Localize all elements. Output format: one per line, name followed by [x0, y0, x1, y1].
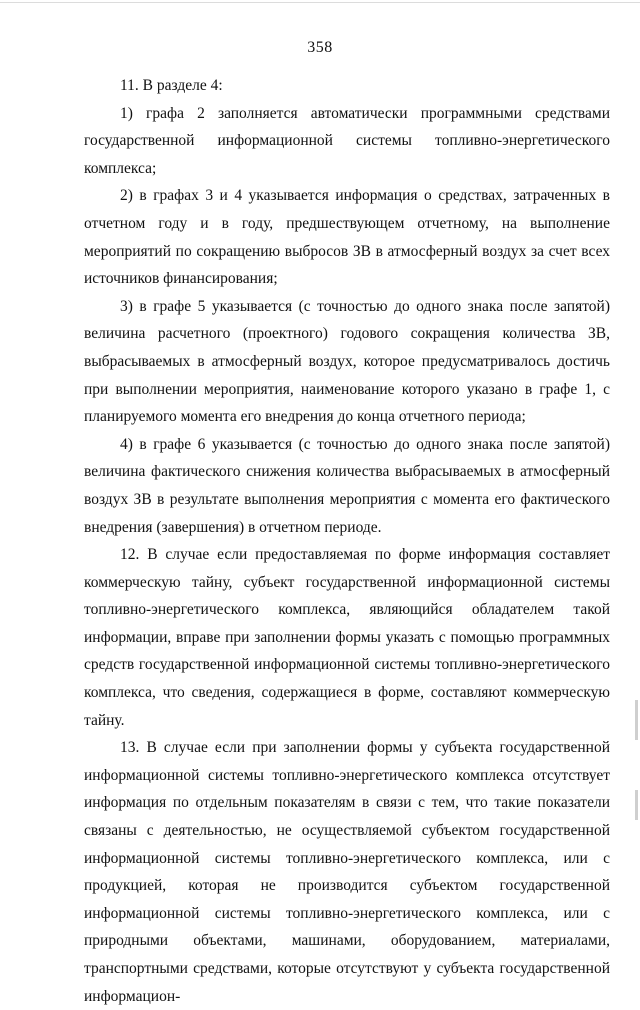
paragraph-item-1: 1) графа 2 заполняется автоматически программными средствами государственной информационной системы топливно-энергетического комплекса; — [84, 104, 610, 177]
top-scan-edge — [0, 2, 640, 3]
section-heading: 11. В разделе 4: — [120, 77, 223, 94]
paragraph-clause-12: 12. В случае если предоставляемая по форме информация составляет коммерческую тайну, субъект государственной информационной системы топливно-энергетического комплекса, являющийся обладателем такой информации, вправе при заполнении формы указать с помощью программных средств государственной информационной системы топливно-энергетического комплекса, что сведения, содержащиеся в форме, составляют коммерческую тайну. — [84, 546, 610, 729]
paragraph-item-2: 2) в графах 3 и 4 указывается информация о средствах, затраченных в отчетном году и в году, предшествующем отчетному, на выполнение мероприятий по сокращению выбросов ЗВ в атмосферный воздух за счет всех источников финансирования; — [84, 187, 610, 288]
document-body — [84, 72, 610, 1010]
paragraph-item-3: 3) в графе 5 указывается (с точностью до одного знака после запятой) величина расчетного (проектного) годового сокращения количества ЗВ, выбрасываемых в атмосферный воздух, которое предусматривалось достичь при выполнении мероприятия, наименование которого указано в графе 1, с планируемого момента его внедрения до конца отчетного периода; — [84, 297, 610, 426]
paragraph-item-4: 4) в графе 6 указывается (с точностью до одного знака после запятой) величина фактического снижения количества выбрасываемых в атмосферный воздух ЗВ в результате выполнения мероприятия с момента его фактического внедрения (завершения) в отчетном периоде. — [84, 435, 610, 536]
scan-artifact — [635, 700, 638, 740]
scan-artifact — [635, 790, 638, 820]
page-number: 358 — [307, 39, 333, 56]
paragraph-clause-13: 13. В случае если при заполнении формы у субъекта государственной информационной системы топливно-энергетического комплекса отсутствует информация по отдельным показателям в связи с тем, что такие показатели связаны с деятельностью, не осуществляемой субъектом государственной информационной системы топливно-энергетического комплекса, или с продукцией, которая не производится субъектом государственной информационной системы топливно-энергетического комплекса, или с природными объектами, машинами, оборудованием, материалами, транспортными средствами, которые отсутствуют у субъекта государственной информацион- — [84, 739, 610, 1005]
